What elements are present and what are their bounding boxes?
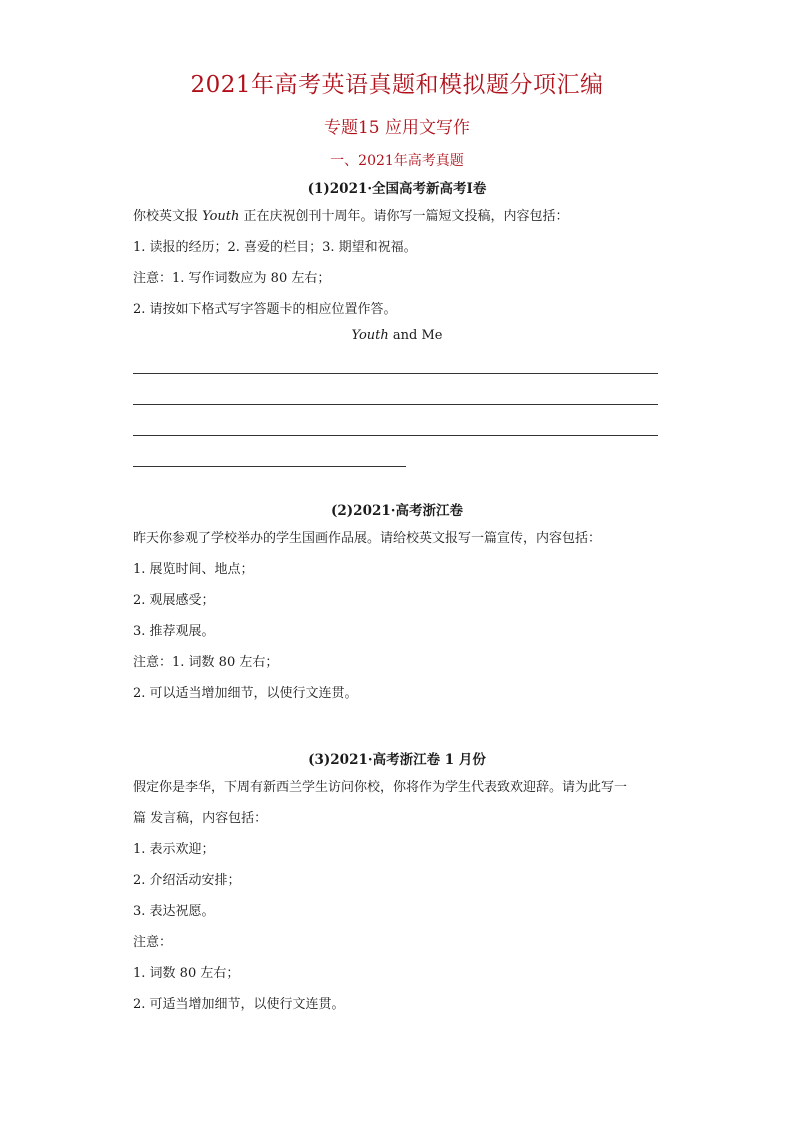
question-3-note-label: 注意：: [133, 935, 173, 950]
question-2-note-2: 2. 可以适当增加细节，以使行文连贯。: [133, 686, 358, 701]
question-3-point-2: 2. 介绍活动安排；: [133, 873, 241, 888]
question-1-intro: [133, 205, 569, 224]
question-2-note-1: 注意：1. 词数 80 左右；: [133, 655, 279, 670]
question-1-points: 1. 读报的经历；2. 喜爱的栏目；3. 期望和祝福。: [133, 240, 417, 255]
sub-title: 专题15 应用文写作: [323, 118, 471, 138]
question-3-note-2: 2. 可适当增加细节，以使行文连贯。: [133, 997, 345, 1012]
main-title: 2021年高考英语真题和模拟题分项汇编: [190, 72, 604, 98]
question-2-point-2: 2. 观展感受；: [133, 593, 215, 608]
question-1-note-1: 注意：1. 写作词数应为 80 左右；: [133, 271, 331, 286]
question-3-note-1: 1. 词数 80 左右；: [133, 966, 240, 981]
question-2-point-1: 1. 展览时间、地点；: [133, 562, 254, 577]
essay-title-italic: Youth: [351, 328, 389, 343]
answer-line: [133, 373, 658, 374]
question-2-title: (2)2021·高考浙江卷: [331, 503, 463, 519]
answer-line: [133, 404, 658, 405]
q1-intro-post: 正在庆祝创刊十周年。请你写一篇短文投稿，内容包括：: [239, 209, 569, 224]
q1-intro-italic: Youth: [202, 209, 240, 224]
question-1-title: (1)2021·全国高考新高考Ⅰ卷: [307, 181, 487, 197]
question-3-point-1: 1. 表示欢迎；: [133, 842, 215, 857]
question-3-intro-line-1: 假定你是李华，下周有新西兰学生访问你校，你将作为学生代表致欢迎辞。请为此写一: [133, 780, 628, 795]
question-2-intro: 昨天你参观了学校举办的学生国画作品展。请给校英文报写一篇宣传，内容包括：: [133, 531, 602, 546]
q1-intro-pre: 你校英文报: [133, 209, 203, 224]
essay-title-rest: and Me: [388, 328, 443, 343]
question-1-note-2: 2. 请按如下格式写字答题卡的相应位置作答。: [133, 302, 397, 317]
answer-line: [133, 466, 406, 467]
essay-title: [0, 328, 794, 343]
question-3-intro-line-2: 篇 发言稿，内容包括：: [133, 811, 268, 826]
question-2-point-3: 3. 推荐观展。: [133, 624, 215, 639]
answer-line: [133, 435, 658, 436]
question-3-title: (3)2021·高考浙江卷 1 月份: [308, 752, 486, 768]
section-title: 一、2021年高考真题: [330, 153, 464, 169]
question-3-point-3: 3. 表达祝愿。: [133, 904, 215, 919]
